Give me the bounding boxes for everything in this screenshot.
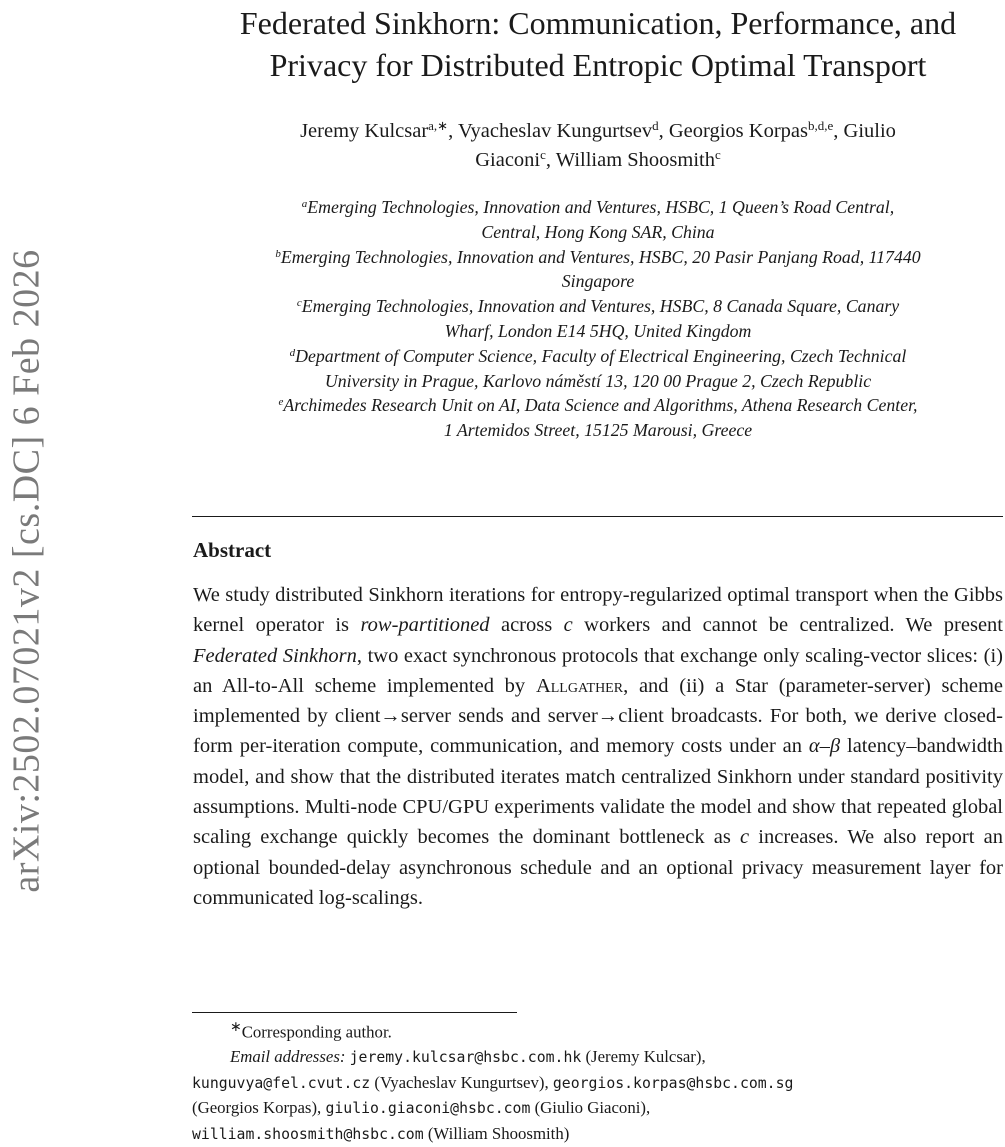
- affiliation: $^a$Emerging Technologies, Innovation and Ventures, HSBC, 1 Queen’s Road Central, Central, Hong Kong SAR, China: [301, 197, 895, 242]
- abstract-heading: Abstract: [193, 538, 272, 562]
- email-line: Email addresses: jeremy.kulcsar@hsbc.com.hk (Jeremy Kulcsar),: [230, 1047, 706, 1067]
- author: Vyacheslav Kungurtsev$^d$: [457, 118, 659, 142]
- arxiv-stamp: [0, 0, 54, 1141]
- author-list: Jeremy Kulcsar$^{a,∗}$, Vyacheslav Kungurtsev$^d$, Georgios Korpas$^{b,d,e}$, Giulio Giaconi$^c$, William Shoosmith$^c$: [300, 118, 896, 171]
- abstract-body: We study distributed Sinkhorn iterations for entropy-regularized optimal transport when the Gibbs kernel operator is row-partitioned across c workers and cannot be centralized. We present Federated Sinkhorn, two exact synchronous protocols that exchange only scaling-vector slices: (i) an All-to-All scheme implemented by Allgather, and (ii) a Star (parameter-server) scheme implemented by client→server sends and server→client broadcasts. For both, we derive closed-form per-iteration compute, communication, and memory costs under an α–β latency–bandwidth model, and show that the distributed iterates match centralized Sinkhorn under standard positivity assumptions. Multi-node CPU/GPU experiments validate the model and show that repeated global scaling exchange quickly becomes the dominant bottleneck as c increases. We also report an optional bounded-delay asynchronous schedule and an optional privacy measurement layer for communicated log-scalings.: [193, 584, 1004, 909]
- affiliation-list: [192, 195, 1004, 443]
- paper-title: [192, 2, 1004, 86]
- email-link[interactable]: jeremy.kulcsar@hsbc.com.hk: [349, 1049, 582, 1067]
- corresponding-author-note: ∗Corresponding author.: [230, 1020, 392, 1042]
- email-link[interactable]: georgios.korpas@hsbc.com.sg: [552, 1074, 794, 1092]
- author: Georgios Korpas$^{b,d,e}$: [668, 118, 834, 142]
- footnote-divider: [192, 1012, 517, 1013]
- email-line: kunguvya@fel.cvut.cz (Vyacheslav Kungurtsev), georgios.korpas@hsbc.com.sg: [192, 1072, 794, 1092]
- author: Jeremy Kulcsar$^{a,∗}$: [300, 118, 449, 142]
- title-line-1: Federated Sinkhorn: Communication, Performance, and: [239, 5, 957, 41]
- email-line: (Georgios Korpas), giulio.giaconi@hsbc.com (Giulio Giaconi),: [192, 1098, 651, 1118]
- email-line: william.shoosmith@hsbc.com (William Shoosmith): [192, 1123, 570, 1143]
- title-line-2: Privacy for Distributed Entropic Optimal Transport: [269, 47, 927, 83]
- arxiv-stamp-text: arXiv:2502.07021v2 [cs.DC] 6 Feb 2026: [6, 248, 48, 893]
- footnotes: [192, 1016, 1004, 1147]
- email-link[interactable]: giulio.giaconi@hsbc.com: [325, 1100, 531, 1118]
- affiliation: $^d$Department of Computer Science, Faculty of Electrical Engineering, Czech Technical University in Prague, Karlovo náměstí 13, 120 00 Prague 2, Czech Republic: [289, 345, 907, 391]
- author: William Shoosmith$^c$: [555, 147, 721, 171]
- section-divider: [192, 516, 1003, 517]
- affiliation: $^b$Emerging Technologies, Innovation and Ventures, HSBC, 20 Pasir Panjang Road, 117440 Singapore: [275, 246, 921, 292]
- email-link[interactable]: william.shoosmith@hsbc.com: [192, 1125, 424, 1143]
- email-link[interactable]: kunguvya@fel.cvut.cz: [192, 1074, 371, 1092]
- affiliation: $^e$Archimedes Research Unit on AI, Data Science and Algorithms, Athena Research Center, 1 Artemidos Street, 15125 Marousi, Greece: [278, 395, 918, 441]
- affiliation: $^c$Emerging Technologies, Innovation and Ventures, HSBC, 8 Canada Square, Canary Wharf, London E14 5HQ, United Kingdom: [296, 296, 900, 341]
